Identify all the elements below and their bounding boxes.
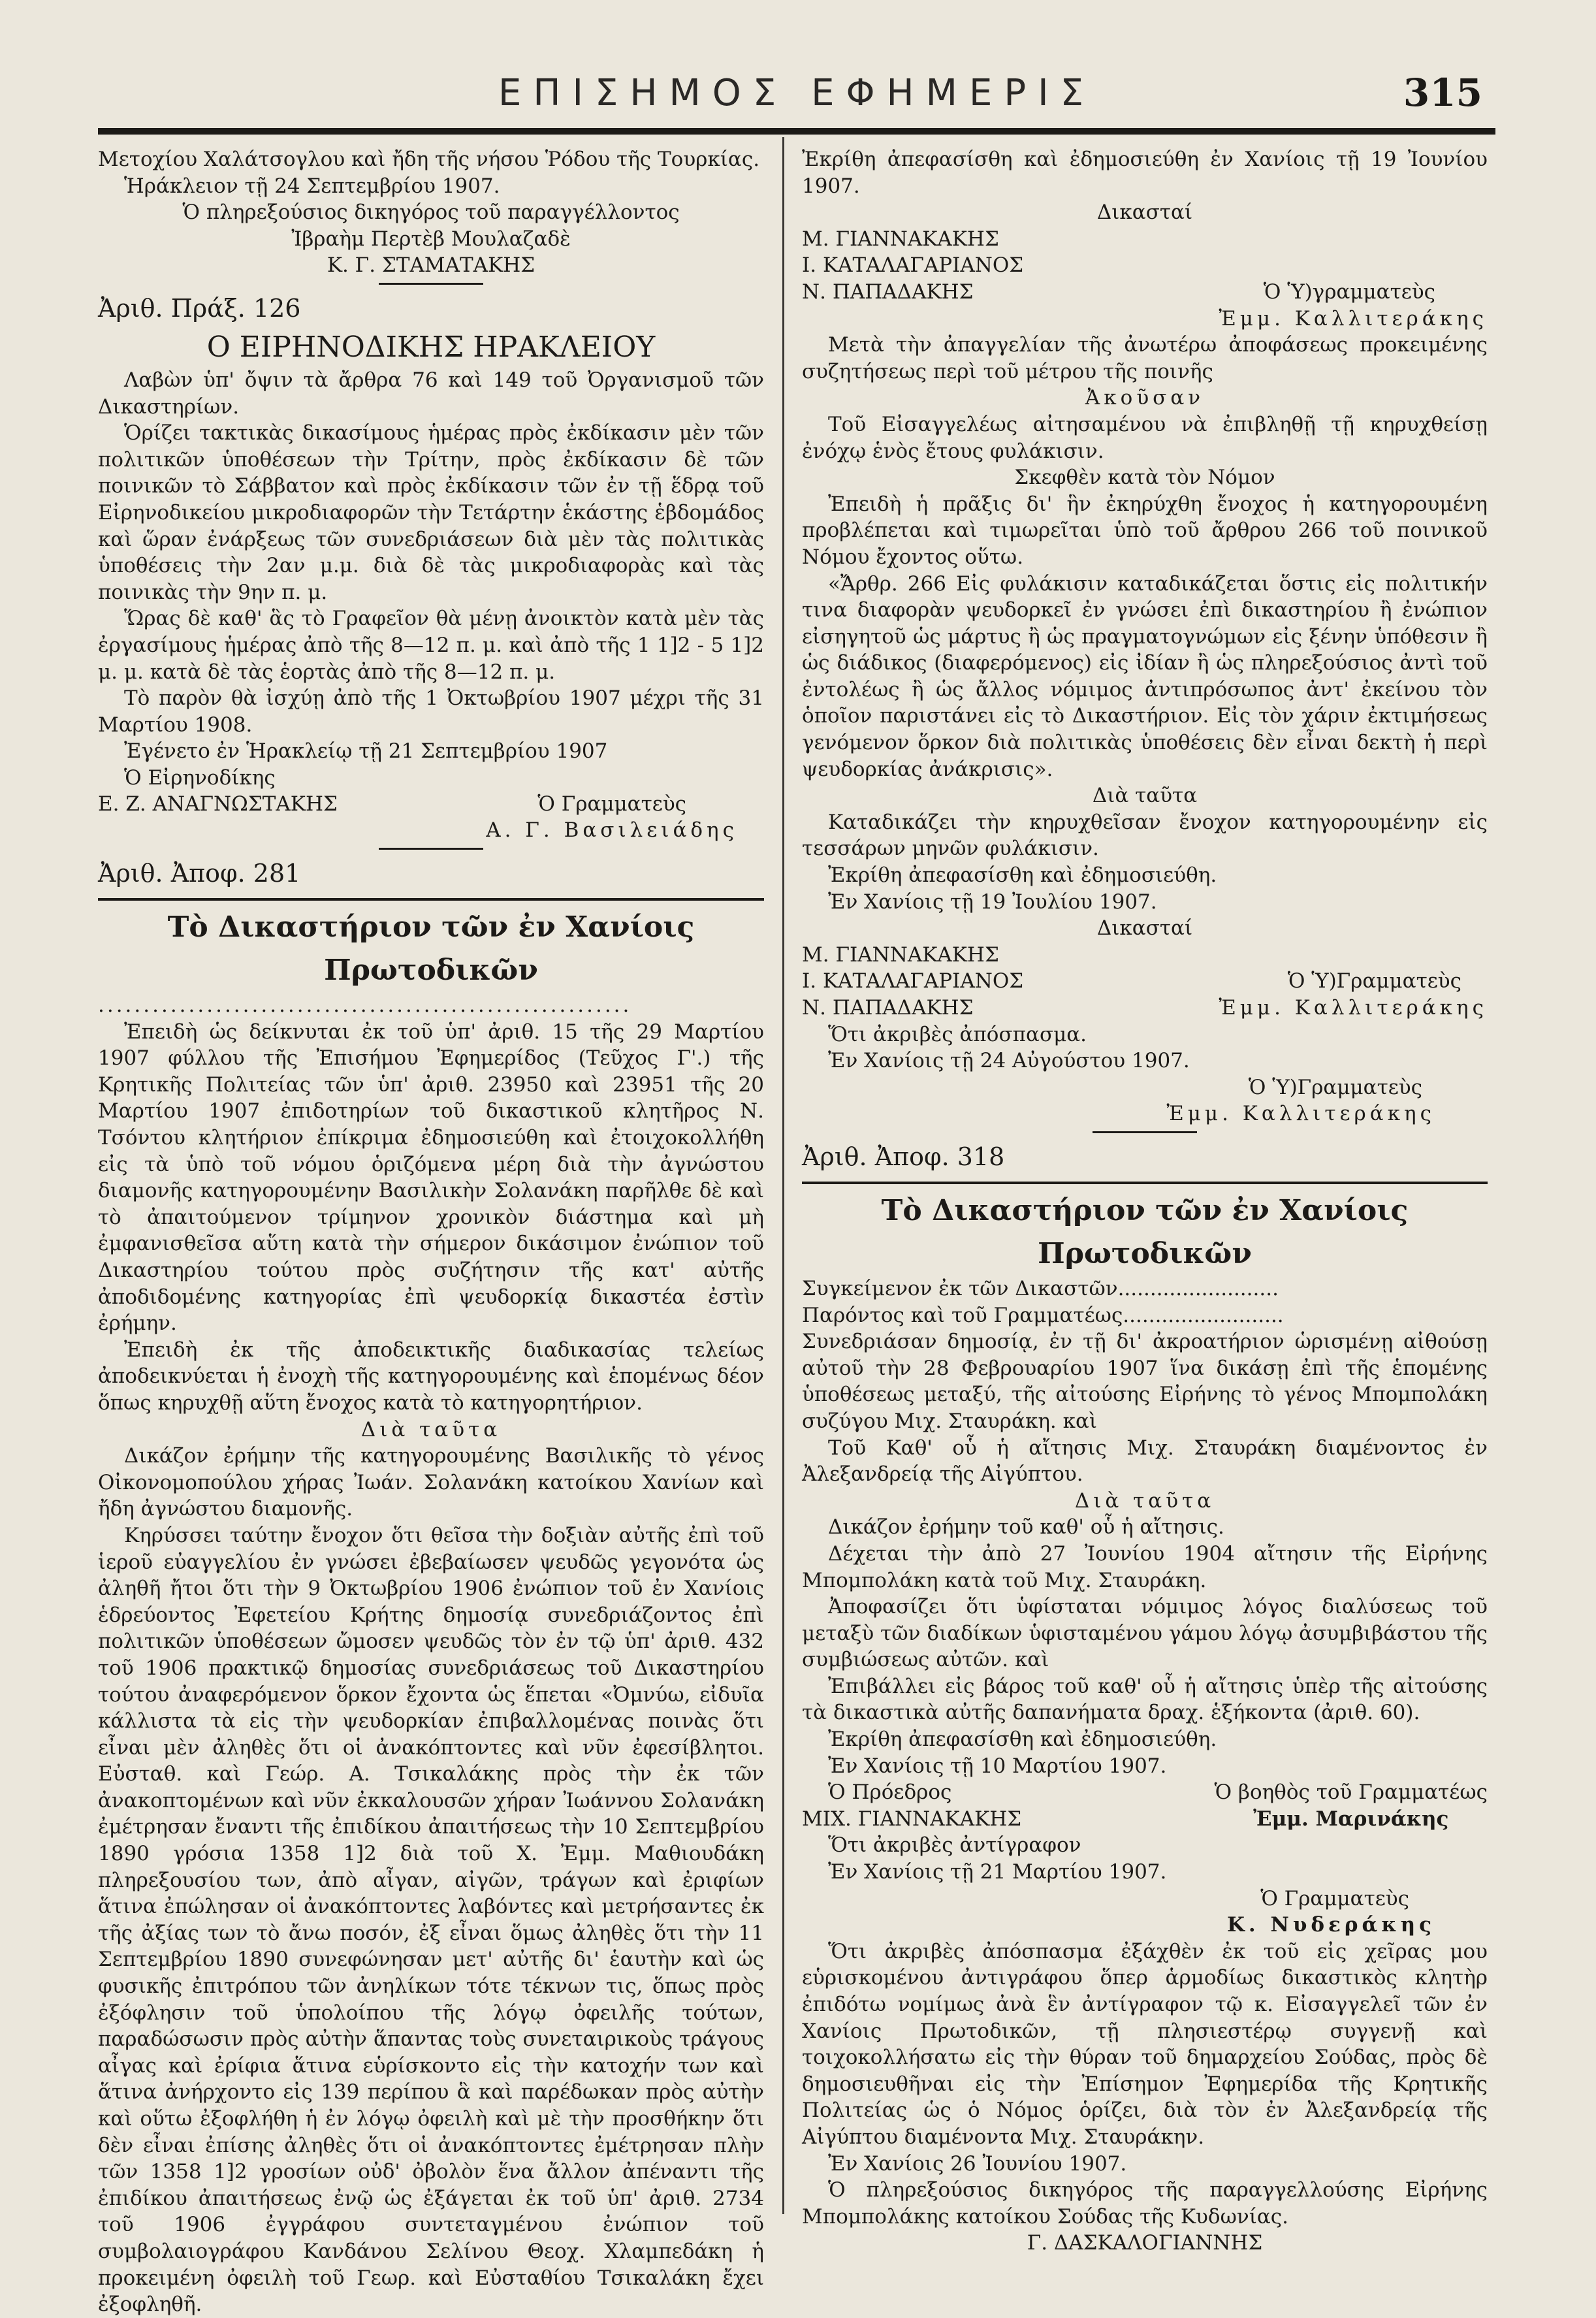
section-heading: Τὸ Δικαστήριον τῶν ἐν Χανίοις Πρωτοδικῶν [167, 910, 695, 988]
signature-title: Ὁ Ὑ)γραμματεὺς [1263, 280, 1435, 304]
paragraph: Ἀποφασίζει ὅτι ὑφίσταται νόμιμος λόγος διαλύσεως τοῦ μεταξὺ τῶν διαδίκων ὑφισταμένου γάμου λόγῳ ἀσυμβιβάστου τῆς συμβιώσεως αὐτῶν. καὶ [802, 1595, 1488, 1672]
paragraph: Ἐπειδὴ ὡς δείκνυται ἐκ τοῦ ὑπ' ἀριθ. 15 τῆς 29 Μαρτίου 1907 φύλλου τῆς Ἐπισήμου Ἐφημερίδος (Τεῦχος Γ'.) τῆς Κρητικῆς Πολιτείας τῶν ὑπ' ἀριθ. 23950 καὶ 23951 τῆς 20 Μαρτίου 1907 ἐπιδοτηρίων τοῦ δικαστικοῦ κλητῆρος Ν. Τσόντου κλητήριον ἐπίκριμα ἐδημοσιεύθη καὶ ἐτοιχοκολλήθη εἰς τὰ ὑπὸ τοῦ νόμου ὁριζόμενα μέρη διὰ τὴν ἀγνώστου διαμονῆς κατηγορουμένην Βασιλικὴν Σολανάκη παρῆλθε δὲ καὶ τὸ ἀπαιτούμενον τρίμηνον χρονικὸν διάστημα καὶ μὴ ἐμφανισθεῖσα αὕτη κατὰ τὴν σήμερον δικάσιμον ἐνώπιον τοῦ Δικαστηρίου τούτου πρὸς συζήτησιν τῆς κατ' αὐτῆς ἀποδιδομένης κατηγορίας ἐπὶ ψευδορκίᾳ δικαστέα ἐστὶν ἐρήμην. [98, 1020, 764, 1336]
signature-name: ΜΙΧ. ΓΙΑΝΝΑΚΑΚΗΣ [802, 1807, 1022, 1831]
signature-name: Α. Γ. Βασιλειάδης [486, 818, 738, 843]
section-heading: Τὸ Δικαστήριον τῶν ἐν Χανίοις Πρωτοδικῶν [881, 1193, 1409, 1270]
subheading: Διὰ ταῦτα [1092, 784, 1198, 808]
paragraph: Δικάζον ἐρήμην τῆς κατηγορουμένης Βασιλικῆς τὸ γένος Οἰκονομοπούλου χήρας Ἰωάν. Σολανάκη κατοίκου Χανίων καὶ ἤδη ἀγνώστου διαμονῆς. [98, 1444, 764, 1521]
divider [98, 898, 764, 901]
paragraph: Ὅτι ἀκριβὲς ἀπόσπασμα. [828, 1022, 1087, 1046]
page-number: 315 [1403, 71, 1482, 115]
signature-block [802, 279, 1488, 306]
judge-name: Μ. ΓΙΑΝΝΑΚΑΚΗΣ [802, 942, 999, 967]
signature-block [802, 968, 1488, 995]
signature-title: Ὁ βοηθὸς τοῦ Γραμματέως [1214, 1780, 1488, 1805]
paragraph: Ἐκρίθη ἀπεφασίσθη καὶ ἐδημοσιεύθη. [828, 1728, 1217, 1752]
paragraph: Ἐπειδὴ ἐκ τῆς ἀποδεικτικῆς διαδικασίας τελείως ἀποδεικνύεται ἡ ἐνοχὴ τῆς κατηγορουμένης καὶ ἑπομένως δέον ὅπως κηρυχθῇ αὕτη ἔνοχος κατὰ τὸ κατηγορητήριον. [98, 1338, 764, 1415]
reference-number: Ἀριθ. Ἀποφ. 281 [98, 859, 301, 888]
signature-name: Κ. Γ. ΣΤΑΜΑΤΑΚΗΣ [327, 253, 535, 278]
divider [1093, 1131, 1197, 1133]
paragraph: Ἐν Χανίοις τῇ 10 Μαρτίου 1907. [828, 1754, 1167, 1778]
signature-name: Κ. Νυδεράκης [1226, 1913, 1435, 1937]
paragraph: Λαβὼν ὑπ' ὄψιν τὰ ἄρθρα 76 καὶ 149 τοῦ Ὀργανισμοῦ τῶν Δικαστηρίων. [98, 368, 764, 419]
text-line: Ἡράκλειον τῇ 24 Σεπτεμβρίου 1907. [124, 174, 500, 198]
paragraph: Ἐπειδὴ ἡ πρᾶξις δι' ἣν ἐκηρύχθη ἔνοχος ἡ κατηγορουμένη προβλέπεται καὶ τιμωρεῖται ὑπὸ τοῦ ἄρθρου 266 τοῦ ποινικοῦ Νόμου ἔχοντος οὕτω. [802, 492, 1488, 569]
signature-line: Ἰβραὴμ Περτὲβ Μουλαζαδὲ [291, 227, 571, 251]
paragraph: Ἐγένετο ἐν Ἡρακλείῳ τῇ 21 Σεπτεμβρίου 1907 [124, 739, 608, 764]
paragraph: Ἐν Χανίοις 26 Ἰουνίου 1907. [828, 2151, 1127, 2176]
paragraph: Κηρύσσει ταύτην ἔνοχον ὅτι θεῖσα τὴν δοξιὰν αὐτῆς ἐπὶ τοῦ ἱεροῦ εὐαγγελίου ἐν γνώσει ἐβεβαίωσεν ψευδῶς γεγονότα ὡς ἀληθῆ ἤτοι ὅτι τὴν 9 Ὀκτωβρίου 1906 ἐνώπιον τοῦ ἐν Χανίοις ἑδρεύοντος Ἐφετείου Κρήτης δημοσίᾳ συνεδριάζοντος ἐπὶ πολιτικῶν ὑποθέσεων ὤμοσεν ψευδῶς τὸν ἐν τῷ ὑπ' ἀριθ. 432 τοῦ 1906 πρακτικῷ δημοσίας συνεδριάσεως τοῦ Δικαστηρίου τούτου ἀναφερόμενον ὅρκον ἔχοντα ὡς ἕπεται «Ὀμνύω, εἰδυῖα κάλλιστα τὰ εἰς τὴν ψευδορκίαν ἐπιβαλλομένας ποινὰς ὅτι εἶναι μὲν ἀληθὲς ὅτι οἱ ἀνακόπτοντες καὶ νῦν ἐφεσίβλητοι. Εὐσταθ. καὶ Γεώρ. Α. Τσικαλάκης πρὸς τὴν ἐκ τῶν ἀνακοπτομένων καὶ νῦν ἐκκαλουσῶν χήραν Ἰωάννου Σολανάκη ἐμέτρησαν ἔναντι τῆς ἐπιδίκου ἀπαιτήσεως τὴν 10 Σεπτεμβρίου 1890 γρόσια 1358 1]2 διὰ τοῦ Χ. Ἐμμ. Μαθιουδάκη πληρεξουσίου των, ἀπὸ αἶγαν, αἰγῶν, τράγων καὶ ἐριφίων ἅτινα ἐπώλησαν οἱ ἀνακόπτοντες λαβόντες καὶ μετρήσαντες ἐκ τῆς ἀξίας των τὸ ἄνω ποσόν, ἐξ εἶναι ὅμως ἀληθὲς ὅτι τὴν 11 Σεπτεμβρίου 1890 συνεφώνησαν μετ' αὐτῆς δι' ἑαυτὴν καὶ ὡς φυσικῆς ἐπιτρόπου τῶν ἀνηλίκων τότε τέκνων τις, ὅπως πρὸς ἐξόφλησιν τοῦ ὑπολοίπου τῆς λόγῳ ὀφειλῆς τούτων, παραδώσωσιν πρὸς αὐτὴν ἅπαντας τοὺς συνεταιρικοὺς τράγους αἶγας καὶ ἐρίφια ἅτινα εὑρίσκοντο εἰς τὴν κατοχήν των καὶ ἅτινα ἀνήρχοντο εἰς 139 περίπου ἃ καὶ παρέδωκαν πρὸς αὐτὴν καὶ οὕτω ἐξοφλήθη ἡ ἐν λόγῳ ὀφειλὴ καὶ μὲ τὴν προσθήκην ὅτι δὲν εἶναι ἐπίσης ἀληθὲς ὅτι οἱ ἀνακόπτοντες ἐμέτρησαν πλὴν τῶν 1358 1]2 γροσίων οὐδ' ὀβολὸν ἕνα ἄλλον ἀπέναντι τῆς ἐπιδίκου ἀπαιτήσεως ἐνῷ ὡς ἐξάγεται ἐκ τοῦ ὑπ' ἀριθ. 2734 τοῦ 1906 ἐγγράφου συντεταγμένου ἐνώπιον τοῦ συμβολαιογράφου Κανδάνου Σελίνου Θεοχ. Χλαμπεδάκη ἡ προκειμένη ὀφειλὴ τοῦ Γεωρ. καὶ Εὐσταθίου Τσικαλάκη ἔχει ἐξοφληθῆ. [98, 1523, 764, 2317]
subheading: Διὰ ταῦτα [360, 1417, 502, 1441]
paragraph: Συγκείμενον ἐκ τῶν Δικαστῶν......................... [802, 1276, 1279, 1300]
divider [379, 848, 483, 850]
judge-name: Ι. ΚΑΤΑΛΑΓΑΡΙΑΝΟΣ [802, 253, 1024, 278]
paragraph: Ἐκρίθη ἀπεφασίσθη καὶ ἐδημοσιεύθη. [828, 863, 1217, 888]
judge-name: Μ. ΓΙΑΝΝΑΚΑΚΗΣ [802, 227, 999, 251]
text-line: Ἐκρίθη ἀπεφασίσθη καὶ ἐδημοσιεύθη ἐν Χανίοις τῇ 19 Ἰουνίου 1907. [802, 148, 1488, 198]
subheading: Δικασταί [1096, 916, 1193, 941]
signature-line: Ὁ πληρεξούσιος δικηγόρος τοῦ παραγγέλλοντος [182, 201, 680, 225]
paragraph: Ὁ πληρεξούσιος δικηγόρος τῆς παραγγελλούσης Εἰρήνης Μπομπολάκης κατοίκου Σούδας τῆς Κυδωνίας. [802, 2178, 1488, 2229]
signature-name: Ἐμμ. Καλλιτεράκης [1166, 1102, 1435, 1126]
subheading: Σκεφθὲν κατὰ τὸν Νόμον [1014, 466, 1275, 490]
paragraph: Ἐν Χανίοις τῇ 24 Αὐγούστου 1907. [828, 1049, 1190, 1073]
subheading: Ἀκοῦσαν [1085, 386, 1205, 410]
subheading: Διὰ ταῦτα [1074, 1489, 1215, 1513]
judge-name: Ν. ΠΑΠΑΔΑΚΗΣ [802, 996, 974, 1020]
judge-name: Ι. ΚΑΤΑΛΑΓΑΡΙΑΝΟΣ [802, 969, 1024, 993]
subheading: Δικασταί [1096, 201, 1193, 225]
signature-block [802, 995, 1488, 1022]
paragraph: Ὁρίζει τακτικὰς δικασίμους ἡμέρας πρὸς ἐκδίκασιν μὲν τῶν πολιτικῶν ὑποθέσεων τὴν Τρίτην, πρὸς ἐκδίκασιν δὲ τῶν ποινικῶν τὸ Σάββατον καὶ πρὸς ἐκδίκασιν τῶν ἐν τῇ ἕδρᾳ τοῦ Εἰρηνοδικείου μικροδιαφορῶν τὴν Τετάρτην ἑκάστης ἑβδομάδος καὶ ὥραν ἐνάρξεως τῶν συνεδριάσεων διὰ μὲν τὰς πολιτικὰς ὑποθέσεις τὴν 2αν μ.μ. διὰ δὲ τὰς μικροδιαφορὰς καὶ τὰς ποινικὰς τὴν 9ην π. μ. [98, 421, 764, 604]
signature-name: Γ. ΔΑΣΚΑΛΟΓΙΑΝΝΗΣ [1027, 2231, 1263, 2255]
signature-name: Ἐμμ. Καλλιτεράκης [1219, 996, 1488, 1020]
signature-title: Ὁ Γραμματεὺς [537, 792, 687, 816]
signature-title: Ὁ Εἰρηνοδίκης [124, 765, 276, 790]
paragraph: «Ἄρθρ. 266 Εἰς φυλάκισιν καταδικάζεται ὅστις εἰς πολιτικήν τινα διαφορὰν ψευδορκεῖ ἐν γνώσει ἐπὶ δικαστηρίου ἢ ἐνώπιον εἰσηγητοῦ ὡς μάρτυς ἢ ὡς πραγματογνώμων εἰς ξένην ὑπόθεσιν ἢ ὡς διάδικος (διαφερόμενος) εἰς ἰδίαν ἢ ὡς πληρεξούσιος ἀντὶ τοῦ ἐντολέως ἢ ὡς ἄλλος νόμιμος ἀντιπρόσωπος ἀντ' ἐκείνου τὸν ὁποῖον παριστάνει εἰς τὸ Δικαστήριον. Εἰς τὸν χάριν ἐκτιμήσεως γενόμενον ὅρκον διὰ πολιτικὰς ὑποθέσεις δὲν εἶναι δεκτὴ ἡ περὶ ψευδορκίας ἀνάκρισις». [802, 571, 1488, 781]
masthead-title: ΕΠΙΣΗΜΟΣ ΕΦΗΜΕΡΙΣ [498, 72, 1095, 114]
judge-name: Ν. ΠΑΠΑΔΑΚΗΣ [802, 280, 974, 304]
masthead-rule [98, 128, 1495, 135]
text-line: Μετοχίου Χαλάτσογλου καὶ ἤδη τῆς νήσου Ῥόδου τῆς Τουρκίας. [98, 148, 760, 171]
reference-number: Ἀριθ. Πράξ. 126 [98, 293, 301, 323]
signature-title: Ὁ Γραμματεὺς [1260, 1886, 1409, 1910]
divider [379, 283, 483, 285]
signature-block [98, 765, 764, 844]
paragraph: Τοῦ Εἰσαγγελέως αἰτησαμένου νὰ ἐπιβληθῇ τῇ κηρυχθείσῃ ἐνόχῳ ἑνὸς ἔτους φυλάκισιν. [802, 412, 1488, 463]
signature-name: Ἐμμ. Καλλιτεράκης [1219, 306, 1488, 330]
paragraph: Ὅτι ἀκριβὲς ἀντίγραφον [828, 1833, 1081, 1858]
signature-name: Ε. Ζ. ΑΝΑΓΝΩΣΤΑΚΗΣ [98, 792, 338, 816]
paragraph: Παρόντος καὶ τοῦ Γραμματέως......................... [802, 1303, 1284, 1327]
right-column [802, 146, 1488, 2257]
section-heading: Ο ΕΙΡΗΝΟΔΙΚΗΣ ΗΡΑΚΛΕΙΟΥ [206, 330, 656, 364]
left-column [98, 146, 764, 2318]
paragraph: Δικάζον ἐρήμην τοῦ καθ' οὗ ἡ αἴτησις. [828, 1515, 1224, 1539]
paragraph: Μετὰ τὴν ἀπαγγελίαν τῆς ἀνωτέρω ἀποφάσεως προκειμένης συζητήσεως περὶ τοῦ μέτρου τῆς ποινῆς [802, 333, 1488, 383]
paragraph: Καταδικάζει τὴν κηρυχθεῖσαν ἔνοχον κατηγορουμένην εἰς τεσσάρων μηνῶν φυλάκισιν. [802, 810, 1488, 861]
paragraph: Ἐν Χανίοις τῇ 19 Ἰουλίου 1907. [828, 890, 1157, 914]
column-divider [782, 137, 784, 2214]
paragraph: Ἐν Χανίοις τῇ 21 Μαρτίου 1907. [828, 1860, 1167, 1884]
signature-title: Ὁ Ὑ)Γραμματεὺς [1248, 1075, 1422, 1099]
paragraph: Συνεδριάσαν δημοσίᾳ, ἐν τῇ δι' ἀκροατήριον ὡρισμένῃ αἰθούσῃ αὐτοῦ τὴν 28 Φεβρουαρίου 1907 ἵνα δικάσῃ ἐπὶ τῆς ἑπομένης ὑποθέσεως μεταξύ, τῆς αἰτούσης Εἰρήνης τὸ γένος Μπομπολάκη συζύγου Μιχ. Σταυράκη. καὶ [802, 1330, 1488, 1433]
reference-number: Ἀριθ. Ἀποφ. 318 [802, 1142, 1005, 1171]
masthead [98, 46, 1495, 137]
signature-block [802, 1779, 1488, 1832]
signature-title: Ὁ Πρόεδρος [828, 1780, 952, 1805]
paragraph: Ὅτι ἀκριβὲς ἀπόσπασμα ἐξάχθὲν ἐκ τοῦ εἰς χεῖρας μου εὑρισκομένου ἀντιγράφου ὅπερ ἁρμοδίως δικαστικὸς κλητὴρ ἐπιδότω νομίμως ἀνὰ ἓν ἀντίγραφον τῷ κ. Εἰσαγγελεῖ τῶν ἐν Χανίοις Πρωτοδικῶν, τῇ πλησιεστέρῳ συγγενῇ καὶ τοιχοκολλήσατω εἰς τὴν θύραν τοῦ δημαρχείου Σούδας, πρὸς δὲ δημοσιευθῆναι εἰς τὴν Ἐπίσημον Ἐφημερίδα τῆς Κρητικῆς Πολιτείας ὡς ὁ Νόμος ὁρίζει, διὰ τὸν ἐν Ἀλεξανδρείᾳ τῆς Αἰγύπτου διαμένοντα Μιχ. Σταυράκην. [802, 1939, 1488, 2149]
signature-name: Ἐμμ. Μαρινάκης [1253, 1807, 1449, 1831]
paragraph: Ὥρας δὲ καθ' ἃς τὸ Γραφεῖον θὰ μένῃ ἀνοικτὸν κατὰ μὲν τὰς ἐργασίμους ἡμέρας ἀπὸ τῆς 8—12 π. μ. καὶ ἀπὸ τῆς 1 1]2 - 5 1]2 μ. μ. κατὰ δὲ τὰς ἑορτὰς ἀπὸ τῆς 8—12 π. μ. [98, 607, 764, 684]
paragraph: Δέχεται τὴν ἀπὸ 27 Ἰουνίου 1904 αἴτησιν τῆς Εἰρήνης Μπομπολάκη κατὰ τοῦ Μιχ. Σταυράκη. [802, 1541, 1488, 1592]
ellipsis-line: ........................................................... [98, 993, 632, 1018]
divider [802, 1182, 1488, 1184]
paragraph: Τοῦ Καθ' οὗ ἡ αἴτησις Μιχ. Σταυράκη διαμένοντος ἐν Ἀλεξανδρείᾳ τῆς Αἰγύπτου. [802, 1436, 1488, 1487]
signature-title: Ὁ Ὑ)Γραμματεὺς [1287, 969, 1461, 993]
paragraph: Τὸ παρὸν θὰ ἰσχύῃ ἀπὸ τῆς 1 Ὀκτωβρίου 1907 μέχρι τῆς 31 Μαρτίου 1908. [98, 686, 764, 737]
paragraph: Ἐπιβάλλει εἰς βάρος τοῦ καθ' οὗ ἡ αἴτησις ὑπὲρ τῆς αἰτούσης τὰ δικαστικὰ αὐτῆς δαπανήματα δραχ. ἑξήκοντα (ἀριθ. 60). [802, 1674, 1488, 1725]
